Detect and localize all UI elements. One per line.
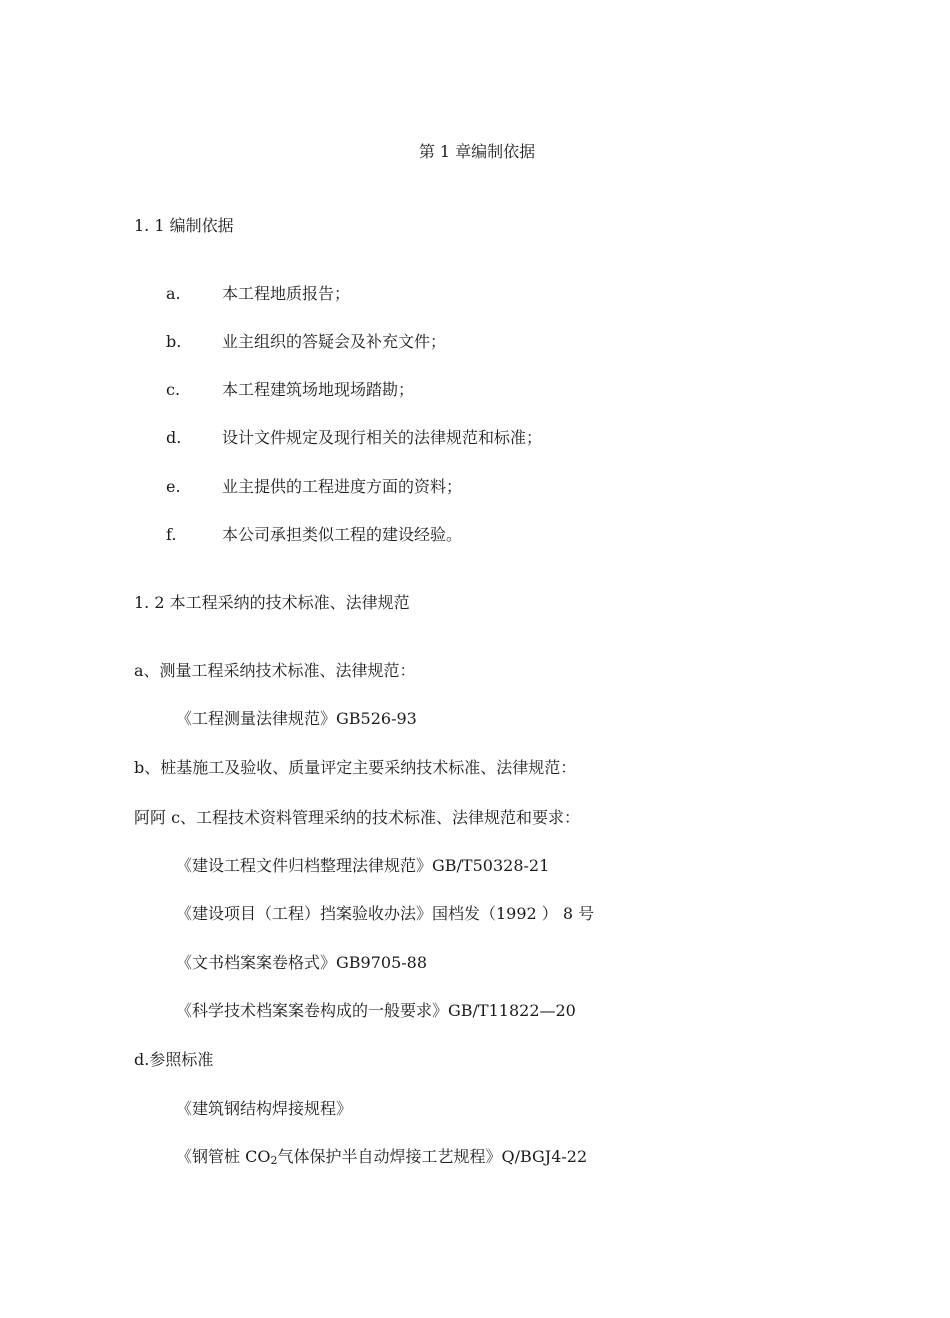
list-item-text: 本工程地质报告； — [222, 284, 351, 303]
standard-reference-co2 — [176, 1147, 587, 1167]
list-item-marker: b. — [166, 332, 182, 351]
list-item-marker: d. — [166, 428, 182, 447]
list-item-text: 业主提供的工程进度方面的资料； — [222, 477, 463, 496]
standard-reference: 《工程测量法律规范》GB526-93 — [176, 709, 417, 728]
standard-reference: 《建筑钢结构焊接规程》 — [176, 1099, 353, 1118]
group-c-label: 阿阿 c、工程技术资料管理采纳的技术标准、法律规范和要求： — [134, 808, 581, 827]
standard-reference: 《科学技术档案案卷构成的一般要求》GB/T11822—20 — [176, 1001, 576, 1020]
list-item-marker: f. — [166, 525, 177, 544]
list-item-text: 业主组织的答疑会及补充文件； — [222, 332, 447, 351]
list-item-marker: c. — [166, 380, 181, 399]
list-item-marker: a. — [166, 284, 181, 303]
section-heading-1-1: 1. 1 编制依据 — [134, 216, 234, 235]
section-heading-1-2: 1. 2 本工程采纳的技术标准、法律规范 — [134, 593, 410, 612]
group-a-label: a、测量工程采纳技术标准、法律规范： — [134, 661, 416, 680]
standard-reference: 《文书档案案卷格式》GB9705-88 — [176, 953, 428, 972]
list-item-text: 本公司承担类似工程的建设经验。 — [222, 525, 463, 544]
group-b-label: b、桩基施工及验收、质量评定主要采纳技术标准、法律规范： — [134, 758, 577, 777]
group-d-label: d.参照标准 — [134, 1050, 214, 1069]
reference-text-before: 《钢管桩 CO — [176, 1147, 271, 1166]
standard-reference: 《建设工程文件归档整理法律规范》GB/T50328-21 — [176, 856, 550, 875]
list-item-marker: e. — [166, 477, 181, 496]
reference-text-after: 气体保护半自动焊接工艺规程》Q/BGJ4-22 — [277, 1147, 588, 1166]
list-item-text: 本工程建筑场地现场踏勘； — [222, 380, 415, 399]
list-item-text: 设计文件规定及现行相关的法律规范和标准； — [222, 428, 543, 447]
subscript-2: 2 — [270, 1154, 278, 1167]
chapter-title: 第 1 章编制依据 — [418, 142, 536, 161]
standard-reference: 《建设项目（工程）挡案验收办法》国档发（1992 ） 8 号 — [176, 904, 595, 923]
